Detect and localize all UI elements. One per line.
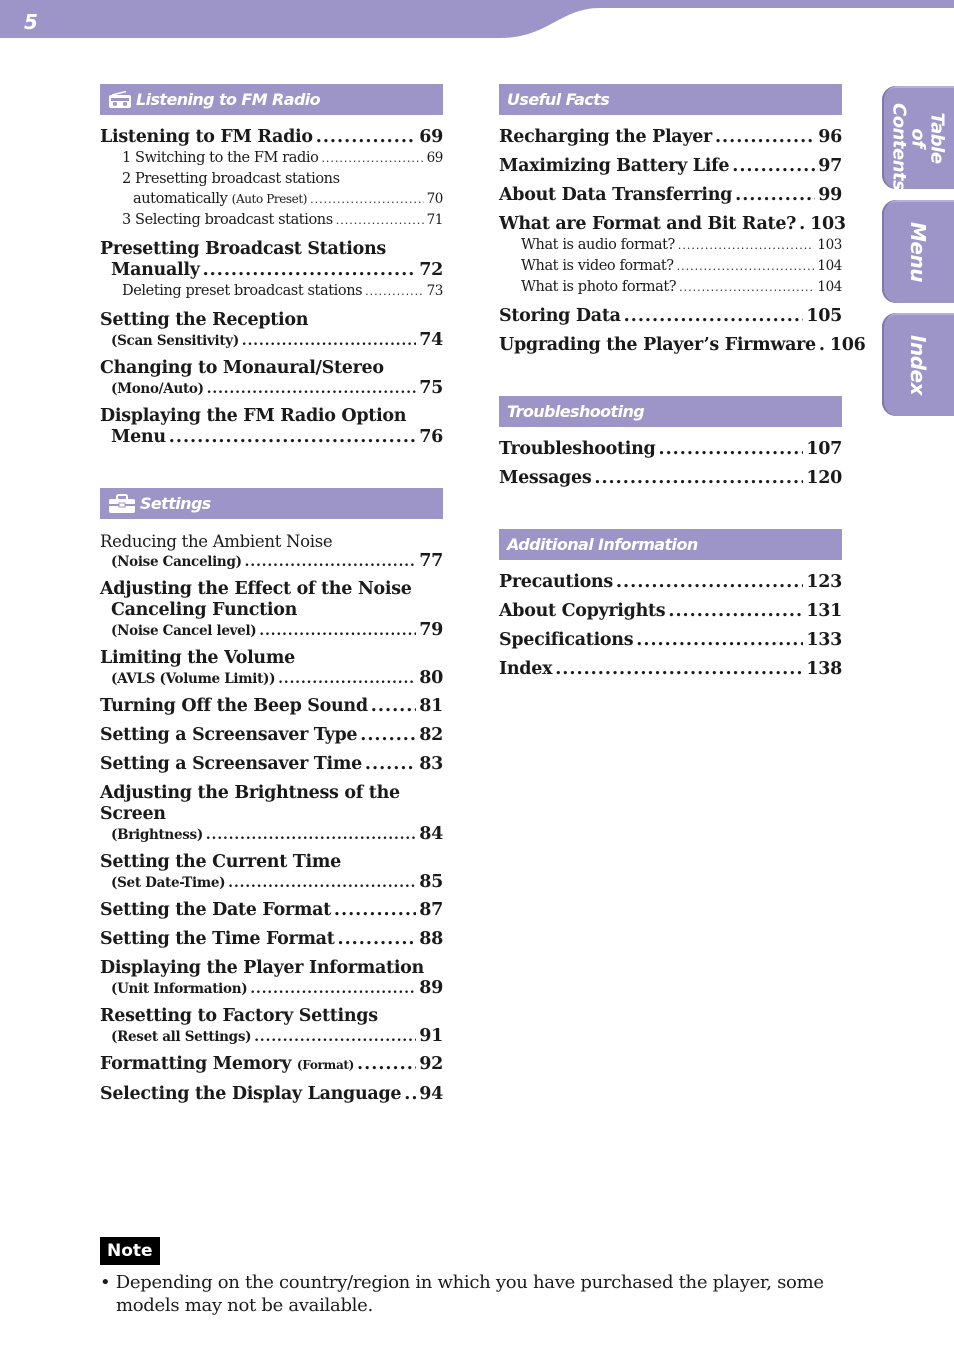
entry-title: Selecting the Display Language [100,1084,402,1104]
leader-dots [668,601,803,622]
leader-dots [203,260,417,281]
page-ref: 92 [419,1054,443,1074]
section-header-additional-information [499,529,842,560]
toc-entry[interactable] [100,754,443,775]
entry-title: What is audio format? [521,237,675,253]
page-ref: 89 [419,978,443,998]
page-ref: 73 [426,283,443,299]
entry-subtitle: (Set Date-Time) [111,875,226,891]
toc-entry[interactable] [100,929,443,950]
leader-dots [310,190,424,210]
leader-dots [365,754,416,775]
toc-entry[interactable] [100,531,443,571]
page-ref: 70 [426,191,443,207]
page-ref: 75 [419,378,443,398]
page-ref: 77 [419,551,443,571]
section-title: Additional Information [507,535,698,554]
entry-title: Upgrading the Player’s Firmware [499,335,816,355]
page-ref: 82 [419,725,443,745]
entry-title: Formatting Memory [100,1054,292,1074]
toc-entry[interactable] [100,406,443,448]
leader-dots [338,929,417,950]
page-ref: 91 [419,1026,443,1046]
toc-subentry[interactable] [100,169,443,210]
entry-title: Storing Data [499,306,621,326]
page-ref: 107 [806,439,842,459]
page-ref: 97 [818,156,842,176]
section-header-fm-radio [100,84,443,115]
page-ref: 72 [419,260,443,280]
toc-entry[interactable] [499,156,842,177]
toc-subentry[interactable] [100,148,443,169]
leader-dots [371,696,416,717]
toc-entry[interactable] [499,572,842,593]
page-ref: 106 [829,335,866,355]
toc-subentry[interactable] [100,210,443,231]
entry-subtitle: (Brightness) [111,827,203,843]
leader-dots [732,156,815,177]
entry-note: (Auto Preset) [231,192,308,206]
page-ref: 83 [419,754,443,774]
leader-dots [819,335,827,356]
tab-label: Index [906,334,930,395]
entry-title: Setting a Screensaver Time [100,754,362,774]
toc-entry[interactable] [499,630,842,651]
entry-title: Setting the Current Time [100,852,341,872]
page-number: 5 [24,10,38,34]
entry-title: Turning Off the Beep Sound [100,696,368,716]
leader-dots [624,306,804,327]
tab-menu[interactable] [882,200,954,303]
entry-title: Reducing the Ambient Noise [100,532,333,551]
toc-entry[interactable] [100,900,443,921]
note-body: Depending on the country/region in which you have purchased the player, some models may not be available. [115,1272,824,1316]
toc-entry[interactable] [499,127,842,148]
leader-dots [636,630,803,651]
entry-title: Listening to FM Radio [100,127,313,147]
banner-shape [0,0,954,42]
toc-subentry[interactable] [499,235,842,256]
leader-dots [404,1084,416,1105]
tab-table-of-contents[interactable] [882,86,954,189]
leader-dots [207,380,417,398]
entry-title-cont: Canceling Function [111,600,298,620]
leader-dots [360,725,416,746]
tab-label: Menu [906,221,930,282]
tab-label: Table of Contents [888,102,948,190]
leader-dots [365,282,423,302]
page-ref: 133 [806,630,842,650]
toc-entry[interactable] [499,335,866,356]
page-ref: 104 [817,258,842,274]
leader-dots [206,826,416,844]
entry-subtitle: (AVLS (Volume Limit)) [111,671,276,687]
entry-title-cont: Manually [111,260,200,280]
right-column [499,84,866,680]
leader-dots [336,211,424,231]
top-banner [0,0,954,42]
entry-title: Displaying the Player Information [100,958,424,978]
leader-dots [799,214,807,235]
leader-dots [594,468,803,489]
leader-dots [555,659,803,680]
page-ref: 138 [806,659,842,679]
leader-dots [169,427,416,448]
radio-icon [108,91,132,109]
toc-entry[interactable] [100,958,443,998]
page-ref: 103 [817,237,842,253]
entry-title: Adjusting the Effect of the Noise [100,579,412,599]
note-label: Note [100,1237,160,1265]
toc-entry[interactable] [499,185,842,206]
entry-title: Troubleshooting [499,439,656,459]
page-ref: 74 [419,330,443,350]
leader-dots [678,236,815,256]
entry-title: Messages [499,468,592,488]
note-box [100,1237,860,1317]
page-ref: 120 [806,468,842,488]
entry-subtitle: (Noise Cancel level) [111,623,257,639]
leader-dots [228,874,416,892]
toolbox-icon [108,494,136,514]
section-title: Listening to FM Radio [136,90,321,109]
leader-dots [616,572,803,593]
toc-entry[interactable] [100,358,443,398]
page-ref: 84 [419,824,443,844]
toc-entry[interactable] [100,1084,443,1105]
entry-title: 1 Switching to the FM radio [122,150,319,166]
leader-dots [659,439,804,460]
note-text [100,1271,860,1317]
toc-entry[interactable] [100,648,443,688]
entry-title: Precautions [499,572,613,592]
entry-title: About Copyrights [499,601,666,621]
toc-entry[interactable] [499,214,846,235]
toc-entry[interactable] [100,127,443,148]
toc-entry[interactable] [499,659,842,680]
leader-dots [316,127,417,148]
entry-title: Limiting the Volume [100,648,295,668]
page-ref: 87 [419,900,443,920]
leader-dots [679,278,814,298]
toc-entry[interactable] [499,439,842,460]
entry-subtitle: (Noise Canceling) [111,554,242,570]
entry-note: (Format) [296,1058,355,1072]
leader-dots [357,1054,416,1075]
page-ref: 71 [426,212,443,228]
toc-entry[interactable] [100,1006,443,1046]
entry-title: Deleting preset broadcast stations [122,283,363,299]
leader-dots [715,127,815,148]
toc-entry[interactable] [100,239,443,281]
entry-subtitle: (Reset all Settings) [111,1029,252,1045]
page-ref: 123 [806,572,842,592]
entry-title: About Data Transferring [499,185,733,205]
leader-dots [250,980,416,998]
page-ref: 94 [419,1084,443,1104]
tab-index[interactable] [882,313,954,416]
section-header-troubleshooting [499,396,842,427]
section-header-settings [100,488,443,519]
page-ref: 105 [806,306,842,326]
leader-dots [278,670,416,688]
entry-title: 2 Presetting broadcast stations [122,171,340,187]
page-ref: 76 [419,427,443,447]
leader-dots [259,622,416,640]
leader-dots [677,257,815,277]
toc-subentry[interactable] [499,277,842,298]
toc-entry[interactable] [100,852,443,892]
entry-title: Specifications [499,630,634,650]
toc-entry[interactable] [100,1054,443,1076]
leader-dots [254,1028,416,1046]
entry-subtitle: (Unit Information) [111,981,248,997]
page-ref: 81 [419,696,443,716]
toc-entry[interactable] [499,468,842,489]
section-title: Settings [140,494,211,513]
left-column [100,84,443,1105]
toc-entry[interactable] [100,310,443,350]
entry-title: Adjusting the Brightness of the Screen [100,783,400,824]
page-ref: 99 [818,185,842,205]
page-ref: 88 [419,929,443,949]
entry-title-cont: automatically [133,191,228,207]
entry-title: What are Format and Bit Rate? [499,214,797,234]
toc-entry[interactable] [100,579,443,640]
page-ref: 131 [806,601,842,621]
toc-subentry[interactable] [100,281,443,302]
entry-title-cont: Menu [111,427,166,447]
leader-dots [245,553,417,571]
entry-title: What is photo format? [521,279,677,295]
entry-title: Presetting Broadcast Stations [100,239,386,259]
page-ref: 96 [818,127,842,147]
page-ref: 104 [817,279,842,295]
toc-entry[interactable] [499,601,842,622]
entry-title: Setting a Screensaver Type [100,725,358,745]
entry-title: 3 Selecting broadcast stations [122,212,333,228]
entry-title: Maximizing Battery Life [499,156,730,176]
entry-title: Setting the Time Format [100,929,335,949]
section-header-useful-facts [499,84,842,115]
entry-title: Index [499,659,553,679]
leader-dots [735,185,815,206]
entry-title: Setting the Date Format [100,900,331,920]
entry-title: What is video format? [521,258,674,274]
toc-entry[interactable] [499,306,842,327]
page-ref: 103 [810,214,846,234]
toc-subentry[interactable] [499,256,842,277]
entry-title: Changing to Monaural/Stereo [100,358,384,378]
page-ref: 69 [426,150,443,166]
page-ref: 80 [419,668,443,688]
bullet: • [100,1272,111,1293]
toc-entry[interactable] [100,783,443,844]
entry-title: Resetting to Factory Settings [100,1006,378,1026]
entry-subtitle: (Mono/Auto) [111,381,204,397]
toc-entry[interactable] [100,725,443,746]
leader-dots [334,900,416,921]
leader-dots [242,332,416,350]
section-title: Troubleshooting [507,402,645,421]
entry-title: Recharging the Player [499,127,712,147]
section-title: Useful Facts [507,90,610,109]
page-ref: 69 [419,127,443,147]
page-ref: 85 [419,872,443,892]
toc-entry[interactable] [100,696,443,717]
entry-title: Setting the Reception [100,310,309,330]
entry-title: Displaying the FM Radio Option [100,406,407,426]
page-ref: 79 [419,620,443,640]
entry-subtitle: (Scan Sensitivity) [111,333,239,349]
leader-dots [321,149,423,169]
